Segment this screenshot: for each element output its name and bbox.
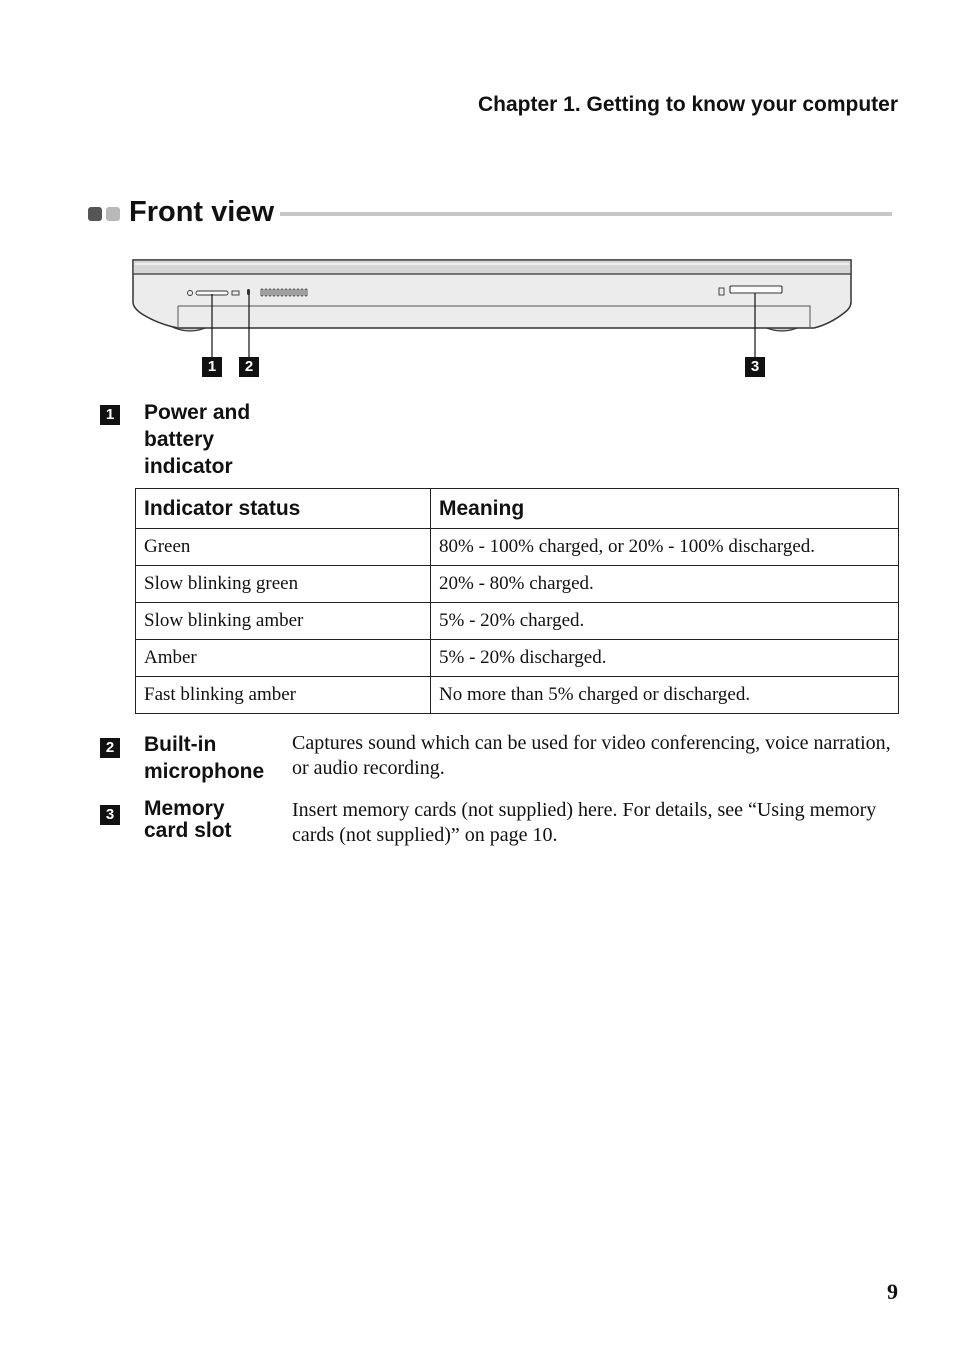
table-row: [136, 529, 899, 566]
table-row: [136, 603, 899, 640]
item-description-memory-card-slot: Insert memory cards (not supplied) here. For details, see “Using memory cards (not supplied)” on page 10.: [292, 799, 877, 846]
item-term-memory-card-slot: [144, 798, 232, 842]
item-number-badge: 1: [100, 405, 120, 425]
figure-callout-2: 2: [239, 357, 259, 377]
table-cell-meaning: 20% - 80% charged.: [431, 566, 899, 603]
term-line: card slot: [144, 819, 232, 842]
item-number-badge: 3: [100, 805, 120, 825]
table-cell-status: Amber: [136, 640, 431, 677]
item-term-power-battery-indicator: [144, 399, 250, 480]
laptop-front-view-figure: [130, 256, 856, 382]
heading-rule: [280, 212, 892, 216]
laptop-lid: [133, 260, 851, 274]
column-header-meaning: Meaning: [431, 489, 899, 529]
page-number: 9: [887, 1279, 898, 1304]
heading-square-dark-icon: [88, 207, 102, 221]
item-description-microphone: Captures sound which can be used for video conferencing, voice narration, or audio recording.: [292, 732, 891, 779]
table-cell-meaning: No more than 5% charged or discharged.: [431, 677, 899, 714]
table-cell-status: Slow blinking green: [136, 566, 431, 603]
chapter-header: Chapter 1. Getting to know your computer: [477, 93, 898, 116]
table-cell-status: Slow blinking amber: [136, 603, 431, 640]
item-term-built-in-microphone: [144, 731, 264, 785]
table-cell-meaning: 80% - 100% charged, or 20% - 100% discharged.: [431, 529, 899, 566]
column-header-indicator-status: Indicator status: [136, 489, 431, 529]
item-number-badge: 2: [100, 738, 120, 758]
term-line: Built-in: [144, 733, 217, 756]
table-cell-status: Fast blinking amber: [136, 677, 431, 714]
table-header-row: [136, 489, 899, 529]
table-row: [136, 640, 899, 677]
figure-callout-3: 3: [745, 357, 765, 377]
term-line: indicator: [144, 455, 233, 478]
table-row: [136, 677, 899, 714]
section-title: Front view: [129, 196, 275, 228]
indicator-status-table: [135, 488, 899, 714]
term-line: Memory: [144, 797, 225, 820]
heading-square-light-icon: [106, 207, 120, 221]
table-cell-meaning: 5% - 20% charged.: [431, 603, 899, 640]
term-line: Power and: [144, 401, 251, 424]
table-row: [136, 566, 899, 603]
term-line: battery: [144, 428, 215, 451]
memory-card-slot: [730, 286, 782, 293]
term-line: microphone: [144, 760, 265, 783]
section-heading: [88, 196, 892, 232]
figure-callout-1: 1: [202, 357, 222, 377]
table-cell-meaning: 5% - 20% discharged.: [431, 640, 899, 677]
table-cell-status: Green: [136, 529, 431, 566]
